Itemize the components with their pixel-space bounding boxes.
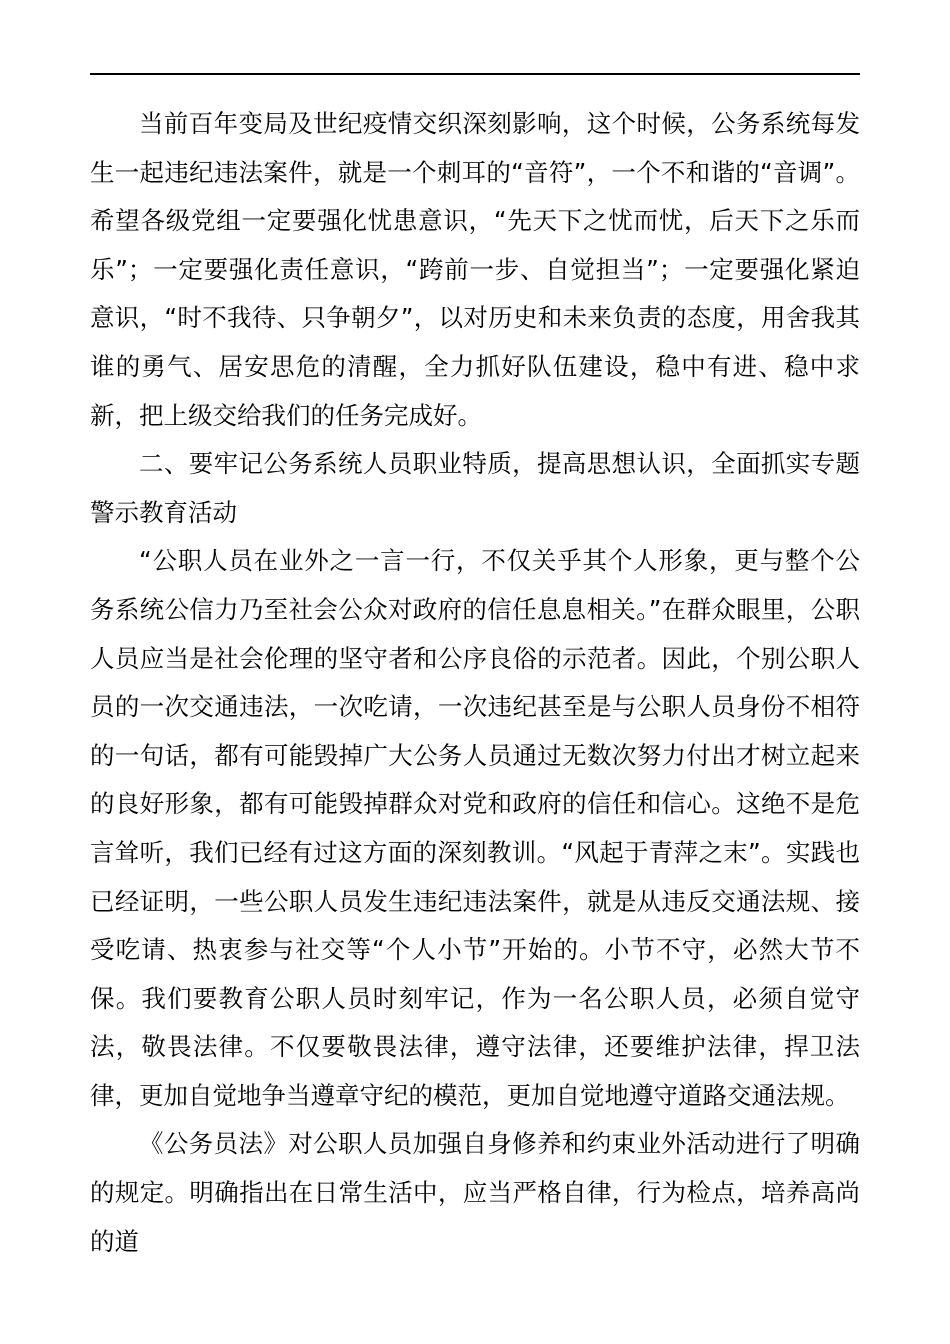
paragraph-1: 当前百年变局及世纪疫情交织深刻影响，这个时候，公务系统每发生一起违纪违法案件，就是一个刺耳的“音符”，一个不和谐的“音调”。希望各级党组一定要强化忧患意识，“先天下之忧而忧，后天下之乐而乐”；一定要强化责任意识，“跨前一步、自觉担当”；一定要强化紧迫意识，“时不我待、只争朝夕”，以对历史和未来负责的态度，用舍我其谁的勇气、居安思危的清醒，全力抓好队伍建设，稳中有进、稳中求新，把上级交给我们的任务完成好。 — [90, 109, 860, 430]
section-heading: 二、要牢记公务系统人员职业特质，提高思想认识，全面抓实专题警示教育活动 — [90, 449, 860, 527]
paragraph-2: “公职人员在业外之一言一行，不仅关乎其个人形象，更与整个公务系统公信力乃至社会公众对政府的信任息息相关。”在群众眼里，公职人员应当是社会伦理的坚守者和公序良俗的示范者。因此，个别公职人员的一次交通违法，一次吃请，一次违纪甚至是与公职人员身份不相符的一句话，都有可能毁掉广大公务人员通过无数次努力付出才树立起来的良好形象，都有可能毁掉群众对党和政府的信任和信心。这绝不是危言耸听，我们已经有过这方面的深刻教训。“风起于青萍之末”。实践也已经证明，一些公职人员发生违纪违法案件，就是从违反交通法规、接受吃请、热衷参与社交等“个人小节”开始的。小节不守，必然大节不保。我们要教育公职人员时刻牢记，作为一名公职人员，必须自觉守法，敬畏法律。不仅要敬畏法律，遵守法律，还要维护法律，捍卫法律，更加自觉地争当遵章守纪的模范，更加自觉地遵守道路交通法规。 — [90, 546, 860, 1110]
paragraph-3: 《公务员法》对公职人员加强自身修养和约束业外活动进行了明确的规定。明确指出在日常生活中，应当严格自律，行为检点，培养高尚的道 — [90, 1129, 860, 1256]
document-body — [90, 100, 860, 1266]
header-rule — [90, 73, 860, 75]
